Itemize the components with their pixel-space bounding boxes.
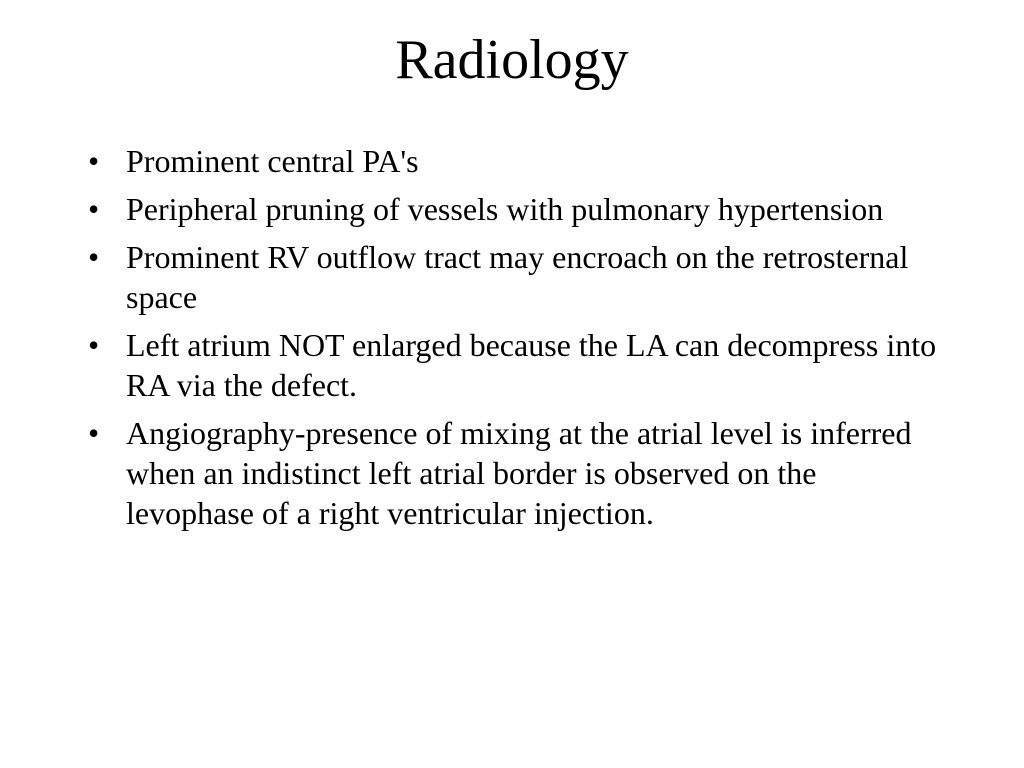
bullet-text: Prominent RV outflow tract may encroach on the retrosternal space bbox=[126, 239, 909, 315]
bullet-icon: • bbox=[88, 415, 100, 451]
bullet-item bbox=[88, 237, 948, 317]
bullet-text: Left atrium NOT enlarged because the LA can decompress into RA via the defect. bbox=[126, 327, 937, 403]
bullet-list bbox=[88, 141, 948, 541]
bullet-icon: • bbox=[88, 327, 100, 363]
slide-title: Radiology bbox=[395, 29, 629, 91]
bullet-text: Peripheral pruning of vessels with pulmonary hypertension bbox=[126, 191, 884, 227]
bullet-text: Angiography-presence of mixing at the atrial level is inferred when an indistinct left atrial border is observed on the levophase of a right ventricular injection. bbox=[126, 415, 912, 531]
bullet-item bbox=[88, 189, 948, 229]
bullet-item bbox=[88, 413, 948, 533]
bullet-icon: • bbox=[88, 191, 100, 227]
bullet-item bbox=[88, 325, 948, 405]
bullet-text: Prominent central PA's bbox=[126, 143, 419, 179]
bullet-icon: • bbox=[88, 143, 100, 179]
bullet-item bbox=[88, 141, 948, 181]
bullet-icon: • bbox=[88, 239, 100, 275]
